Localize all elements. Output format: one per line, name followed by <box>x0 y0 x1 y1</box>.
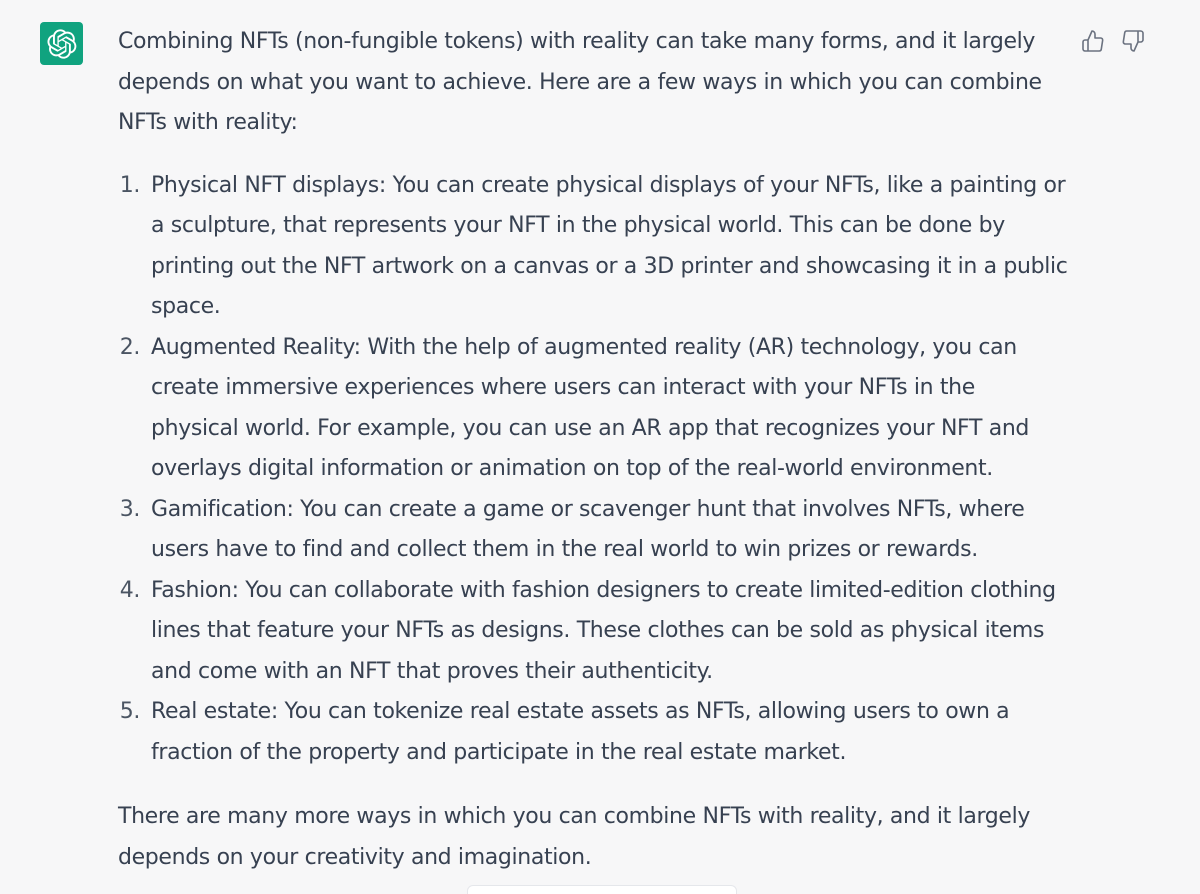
list-item <box>118 328 1068 490</box>
feedback-buttons <box>1080 28 1146 54</box>
list-item-text: Real estate: You can tokenize real estate assets as NFTs, allowing users to own a fraction of the property and participate in the real estate market. <box>151 699 1010 765</box>
list-item <box>118 571 1068 693</box>
thumbs-up-button[interactable] <box>1080 28 1106 54</box>
thumbs-up-icon <box>1081 29 1105 53</box>
list-item-number: 3. <box>119 496 140 522</box>
openai-logo-icon <box>47 29 77 59</box>
list-item-text: Augmented Reality: With the help of augmented reality (AR) technology, you can create immersive experiences where users can interact with your NFTs in the physical world. For example, you can use an AR app that recognizes your NFT and overlays digital information or animation on top of the real-world environment. <box>151 334 1030 481</box>
list-item-text: Fashion: You can collaborate with fashion designers to create limited-edition clothing lines that feature your NFTs as designs. These clothes can be sold as physical items and come with an NFT that proves their authenticity. <box>151 577 1056 684</box>
list-item-text: Physical NFT displays: You can create physical displays of your NFTs, like a painting or a sculpture, that represents your NFT in the physical world. This can be done by printing out the NFT artwork on a canvas or a 3D printer and showcasing it in a public space. <box>151 172 1068 319</box>
list-item-number: 5. <box>119 699 140 724</box>
list-item <box>118 692 1068 773</box>
list-item-number: 2. <box>119 334 140 360</box>
assistant-avatar <box>40 22 83 65</box>
list-item-number: 4. <box>119 577 140 603</box>
list-item-text: Gamification: You can create a game or scavenger hunt that involves NFTs, where users have to find and collect them in the real world to win prizes or rewards. <box>151 496 1025 562</box>
message-intro: Combining NFTs (non-fungible tokens) with reality can take many forms, and it largely depends on what you want to achieve. Here are a few ways in which you can combine NFTs with reality: <box>118 29 1042 135</box>
list-item <box>118 166 1068 328</box>
message-outro: There are many more ways in which you can combine NFTs with reality, and it largely depends on your creativity and imagination. <box>118 804 1030 870</box>
assistant-message <box>118 22 1068 878</box>
list-item-number: 1. <box>119 172 140 198</box>
thumbs-down-button[interactable] <box>1120 28 1146 54</box>
ideas-list <box>118 166 1068 774</box>
list-item <box>118 490 1068 571</box>
regenerate-button-edge[interactable] <box>467 885 737 894</box>
thumbs-down-icon <box>1121 29 1145 53</box>
